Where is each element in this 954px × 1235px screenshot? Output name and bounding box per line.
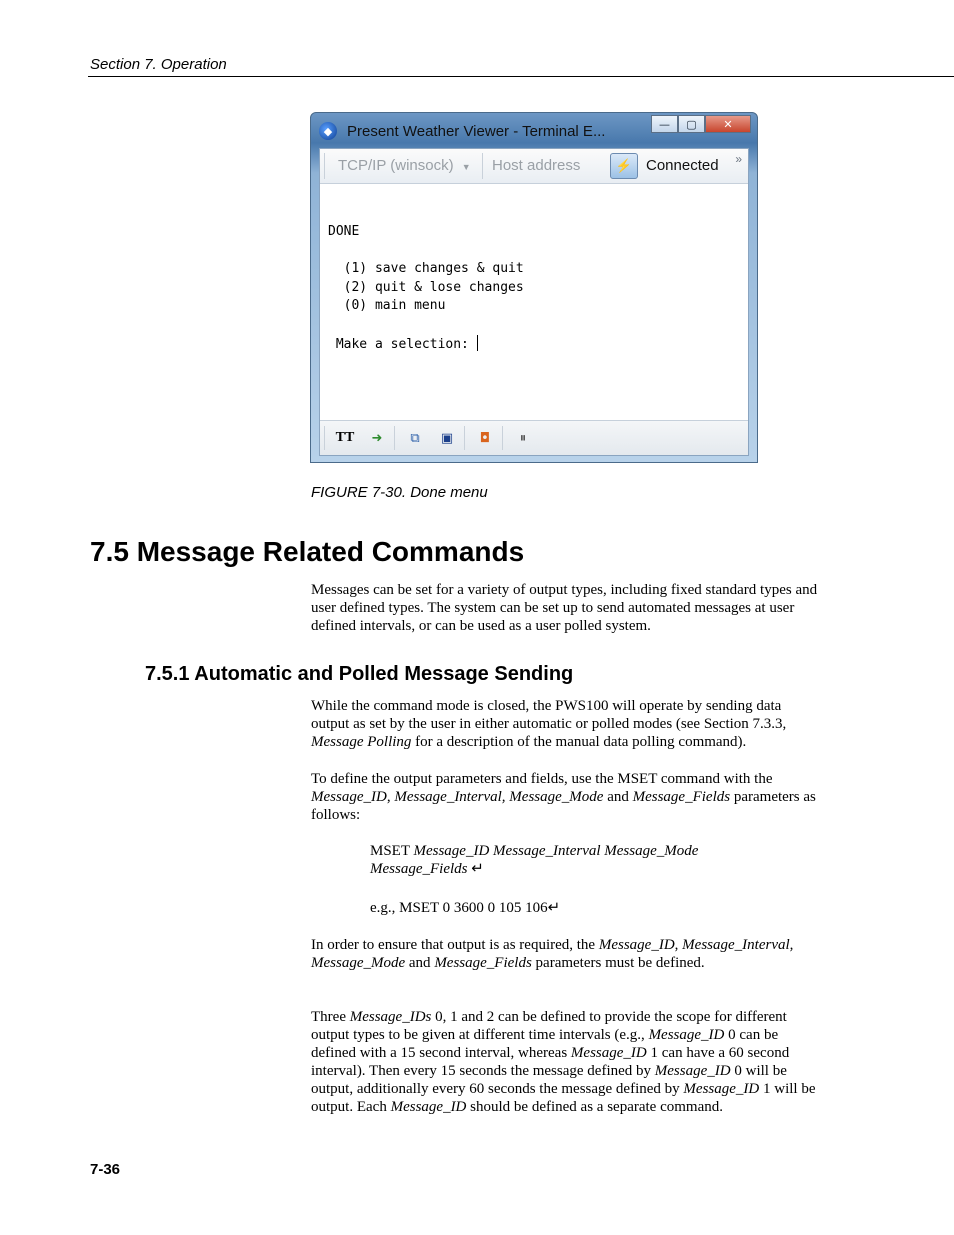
app-icon: ◆ xyxy=(319,122,337,140)
text-run: 0, 1 and 2 can be defined to provide the scope for different output types to be given at different time intervals (e.g., xyxy=(311,1009,787,1043)
maximize-icon[interactable]: ▢ xyxy=(678,115,705,133)
toolbar-separator xyxy=(482,153,483,179)
toolbar-separator xyxy=(464,426,465,450)
terminal-output[interactable] xyxy=(328,223,524,354)
toolbar-separator xyxy=(502,426,503,450)
save-icon[interactable]: ▣ xyxy=(440,430,454,446)
connection-toolbar xyxy=(320,149,748,184)
enter-key-symbol: ↵ xyxy=(467,861,484,877)
mset-example: e.g., MSET 0 3600 0 105 106↵ xyxy=(370,900,561,916)
text-run: 1 will be output. Each xyxy=(311,1081,816,1115)
minimize-icon[interactable]: — xyxy=(651,115,678,133)
toolbar-grip xyxy=(324,426,325,450)
text-run: should be defined as a separate command. xyxy=(466,1099,723,1115)
record-log-icon[interactable]: ◘ xyxy=(479,430,491,446)
host-address-field[interactable]: Host address xyxy=(492,157,581,174)
text-run-italic: Message_Fields xyxy=(632,789,731,805)
text-run-italic: Message_ID xyxy=(683,1081,760,1097)
terminal-bottom-toolbar xyxy=(320,420,748,455)
section-heading: 7.5 Message Related Commands xyxy=(90,536,525,567)
paragraph-required-parameters xyxy=(311,936,821,972)
toolbar-separator xyxy=(394,426,395,450)
section-intro: Messages can be set for a variety of output types, including fixed standard types and user defined types. The system can be set up to send automated messages at user defined intervals, or can be used as a user polled system. xyxy=(311,582,818,634)
text-run-italic: Message_ID xyxy=(390,1099,467,1115)
text-run-italic: Message_ID xyxy=(598,937,675,953)
window-title: Present Weather Viewer - Terminal E... xyxy=(347,122,606,140)
text-run-italic: Message_IDs xyxy=(349,1009,432,1025)
pause-icon[interactable]: ⏸ xyxy=(519,430,527,446)
window-client-area xyxy=(319,148,749,456)
text-run-italic: Message Polling xyxy=(311,734,412,750)
toolbar-grip xyxy=(324,153,325,179)
figure-caption: FIGURE 7-30. Done menu xyxy=(311,484,488,501)
text-run: 0 will be output, additionally every 60 seconds the message defined by xyxy=(311,1063,787,1097)
text-run: parameters as follows: xyxy=(311,789,816,823)
paragraph-automatic-polled xyxy=(311,697,821,751)
paragraph-message-ids xyxy=(311,1008,821,1116)
copy-icon[interactable]: ⧉ xyxy=(410,430,420,446)
terminal-heading: DONE xyxy=(328,224,360,239)
text-run: To define the output parameters and fields, use the MSET command with the xyxy=(311,771,773,787)
menu-option-1: (1) save changes & quit xyxy=(343,261,524,277)
font-icon[interactable]: TT xyxy=(335,430,355,445)
connection-status: Connected xyxy=(646,157,719,174)
text-run: 0 can be defined with a 15 second interval, whereas xyxy=(311,1027,779,1061)
send-file-icon[interactable]: ➜ xyxy=(371,430,383,446)
text-run-italic: Message_Interval, Message_Mode xyxy=(394,789,604,805)
text-run: While the command mode is closed, the PWS100 will operate by sending data output as set by the user in either automatic or polled modes (see Section 7.3.3, xyxy=(311,698,787,732)
text-run: , xyxy=(674,937,683,953)
text-run-italic: Message_ID xyxy=(570,1045,647,1061)
mset-syntax xyxy=(370,842,750,878)
text-run: , xyxy=(386,789,395,805)
text-run: and xyxy=(603,789,633,805)
terminal-prompt: Make a selection: xyxy=(335,336,477,352)
running-header: Section 7. Operation xyxy=(90,56,227,73)
text-run-italic: Message_Interval, Message_Mode xyxy=(311,937,794,971)
text-run-italic: Message_ID xyxy=(654,1063,731,1079)
page-number: 7-36 xyxy=(90,1161,121,1178)
protocol-label: TCP/IP (winsock) xyxy=(338,157,454,174)
text-run-italic: Message_ID xyxy=(311,789,387,805)
menu-option-2: (2) quit & lose changes xyxy=(343,279,524,295)
text-run: MSET xyxy=(370,843,414,859)
window-controls xyxy=(651,115,751,133)
menu-option-0: (0) main menu xyxy=(343,298,446,314)
text-run-italic: Message_ID Message_Interval Message_Mode Message_Fields xyxy=(370,843,699,877)
text-run: Three xyxy=(311,1009,350,1025)
text-run: for a description of the manual data polling command). xyxy=(411,734,747,750)
text-run: parameters must be defined. xyxy=(531,955,705,971)
connect-plug-icon[interactable]: ⚡ xyxy=(610,153,638,179)
text-run: In order to ensure that output is as required, the xyxy=(311,937,599,953)
text-cursor xyxy=(477,335,478,351)
subsection-heading: 7.5.1 Automatic and Polled Message Sending xyxy=(145,663,574,685)
text-run: 1 can have a 60 second interval). Then every 15 seconds the message defined by xyxy=(311,1045,790,1079)
header-rule xyxy=(88,76,954,77)
terminal-window-figure xyxy=(310,112,758,463)
protocol-dropdown[interactable] xyxy=(338,157,471,174)
text-run-italic: Message_Fields xyxy=(434,955,532,971)
chevron-down-icon: ▼ xyxy=(461,162,471,172)
close-icon[interactable]: ✕ xyxy=(705,115,751,133)
text-run: and xyxy=(405,955,435,971)
paragraph-mset-intro xyxy=(311,770,821,824)
text-run-italic: Message_ID xyxy=(648,1027,725,1043)
toolbar-overflow-icon[interactable]: » xyxy=(735,152,742,166)
window-titlebar xyxy=(319,118,619,144)
